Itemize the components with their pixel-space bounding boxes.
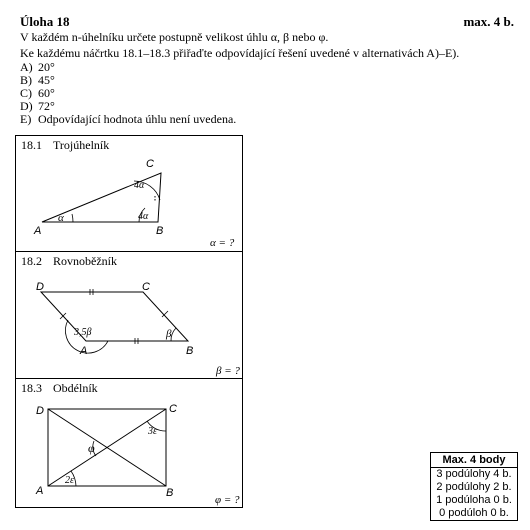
- angle-phi-label: φ: [88, 441, 95, 455]
- scoring-table: [430, 452, 518, 521]
- angle-arc-a: [72, 214, 73, 222]
- option-key: D): [20, 99, 33, 113]
- panel-name: Rovnoběžník: [53, 254, 117, 268]
- vertex-c-label: C: [146, 158, 154, 170]
- question-label: φ = ?: [215, 494, 240, 506]
- question-label: α = ?: [210, 237, 235, 249]
- panel-rectangle: [15, 378, 243, 508]
- vertex-c-label: C: [169, 403, 177, 415]
- task-title: Úloha 18: [20, 14, 70, 29]
- parallelogram-diagram: [16, 252, 244, 380]
- scoring-row: 1 podúloha 0 b.: [436, 494, 512, 506]
- option-key: C): [20, 86, 32, 100]
- option-key: B): [20, 73, 32, 87]
- question-label: β = ?: [216, 365, 240, 377]
- vertex-d-label: D: [36, 281, 44, 293]
- vertex-b-label: B: [186, 345, 194, 357]
- panel-triangle: [15, 135, 243, 252]
- panel-number: 18.2: [21, 254, 42, 268]
- vertex-c-label: C: [142, 281, 150, 293]
- rectangle-diagram: [16, 379, 244, 509]
- option-text: 60°: [38, 86, 55, 100]
- panel-name: Trojúhelník: [53, 138, 110, 152]
- angle-3epsilon-label: 3ε: [148, 426, 157, 437]
- angle-3-5beta-label: 3,5β: [74, 327, 92, 338]
- panel-name: Obdélník: [53, 381, 98, 395]
- option-text: 20°: [38, 60, 55, 74]
- instruction-2: Ke každému náčrtku 18.1–18.3 přiřaďte odpovídající řešení uvedené v alternativách A)–E).: [20, 46, 460, 60]
- triangle-diagram: [16, 136, 244, 253]
- vertex-b-label: B: [166, 487, 174, 499]
- panel-parallelogram: [15, 251, 243, 379]
- vertex-b-label: B: [156, 225, 164, 237]
- instruction-1: V každém n-úhelníku určete postupně velikost úhlu α, β nebo φ.: [20, 30, 329, 44]
- vertex-a-label: A: [34, 225, 42, 237]
- max-points: max. 4 b.: [463, 14, 514, 29]
- angle-4alpha-b-label: 4α: [138, 211, 149, 222]
- panel-number: 18.3: [21, 381, 42, 395]
- option-text: 72°: [38, 99, 55, 113]
- vertex-d-label: D: [36, 405, 44, 417]
- option-text: 45°: [38, 73, 55, 87]
- option-e: [20, 112, 236, 127]
- angle-alpha-label: α: [58, 212, 64, 224]
- scoring-header: Max. 4 body: [431, 453, 517, 468]
- scoring-row: 3 podúlohy 4 b.: [436, 468, 512, 480]
- panel-number: 18.1: [21, 138, 42, 152]
- option-text: Odpovídající hodnota úhlu není uvedena.: [38, 112, 237, 126]
- option-key: A): [20, 60, 33, 74]
- vertex-a-label: A: [80, 345, 88, 357]
- scoring-row: 2 podúlohy 2 b.: [436, 481, 512, 493]
- angle-beta-label: β: [166, 328, 172, 340]
- option-key: E): [20, 112, 32, 126]
- scoring-row: 0 podúloh 0 b.: [439, 507, 509, 519]
- angle-4alpha-c-label: 4α: [134, 180, 145, 191]
- angle-arc-b: [171, 328, 176, 341]
- vertex-a-label: A: [36, 485, 44, 497]
- angle-2epsilon-label: 2ε: [65, 475, 74, 486]
